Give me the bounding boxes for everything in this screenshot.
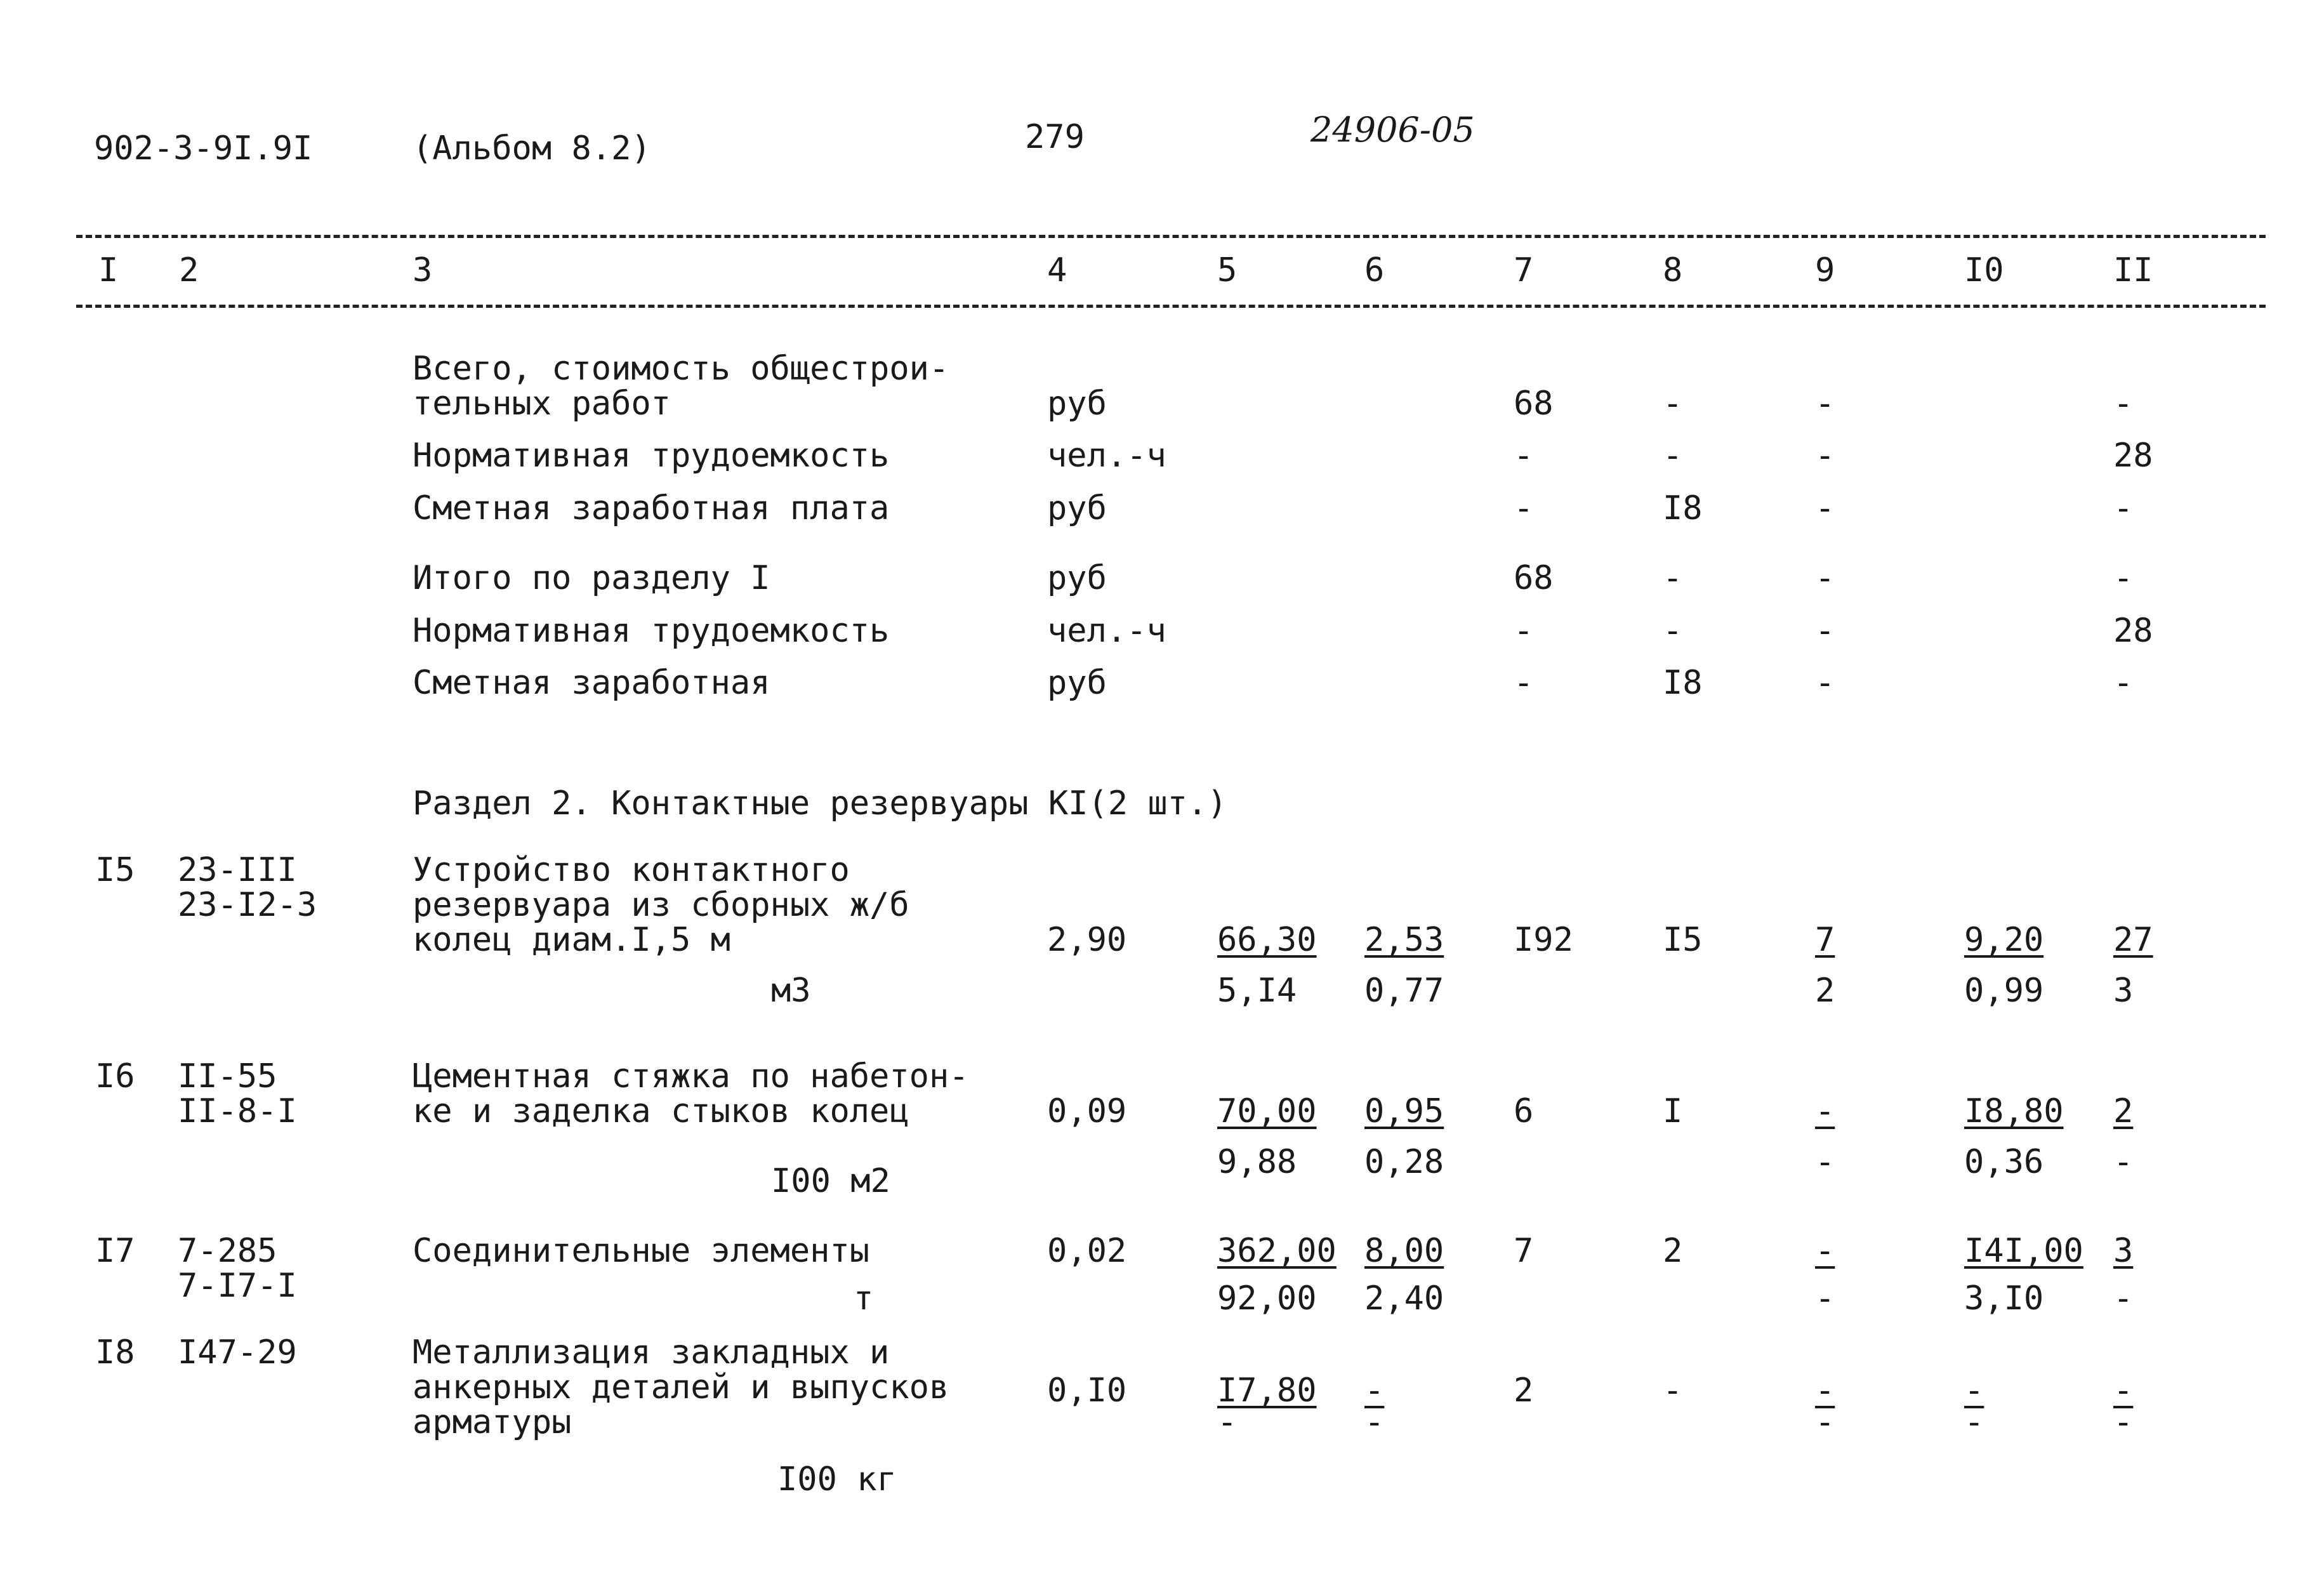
col-header-4: 4 [1047,251,1067,289]
work-description: Устройство контактного [413,851,850,889]
labor-norm-label: Нормативная трудоемкость [413,437,890,475]
labor-per-unit: I8,80 [1964,1092,2064,1130]
section-2-heading: Раздел 2. Контактные резервуары КI(2 шт.) [413,784,1227,823]
labor-total-machine: - [2113,1403,2134,1441]
row-number: I6 [95,1057,135,1095]
machine-total-wage: 2 [1815,972,1835,1010]
labor-total: 2 [2113,1092,2134,1130]
machine-total-wage: - [1815,1403,1835,1441]
total-cost-unit: руб [1047,385,1107,423]
section1-total-col8: - [1663,559,1683,597]
row-number: I7 [95,1232,135,1270]
total-wage: - [1663,1372,1683,1410]
section1-total-col7: 68 [1514,559,1554,597]
unit-wage: 9,88 [1217,1143,1297,1181]
section1-wage-col7: - [1514,664,1534,702]
labor-per-unit-machine: 3,I0 [1964,1280,2044,1318]
unit: I00 кг [777,1460,897,1498]
total-cost-col8: - [1663,385,1683,423]
section1-total-unit: руб [1047,559,1107,597]
handwritten-inventory-number: 24906-05 [1311,110,1475,150]
labor-norm-col9: - [1815,437,1835,475]
unit-wage: 92,00 [1217,1280,1317,1318]
machine-wage: 0,28 [1364,1143,1444,1181]
labor-total: 27 [2113,921,2153,959]
quantity: 2,90 [1047,921,1127,959]
work-description: Соединительные элементы [413,1232,870,1270]
labor-total-machine: - [2113,1280,2134,1318]
machine-total: 7 [1815,921,1835,959]
header-rule-bottom [76,305,2266,308]
document-code: 902-3-9I.9I [94,129,313,168]
machine-cost: 8,00 [1364,1232,1444,1270]
total-cost-label-line2: тельных работ [413,385,671,423]
section1-wage-col11: - [2113,664,2134,702]
col-header-3: 3 [413,251,433,289]
total-wage: I5 [1663,921,1703,959]
unit: I00 м2 [771,1162,890,1200]
machine-total: - [1815,1372,1835,1410]
unit-cost: 362,00 [1217,1232,1337,1270]
total-cost: 6 [1514,1092,1534,1130]
labor-total-machine: 3 [2113,972,2134,1010]
unit: т [854,1280,874,1318]
labor-norm-col8: - [1663,437,1683,475]
quantity: 0,02 [1047,1232,1127,1270]
machine-total: - [1815,1232,1835,1270]
section1-wage-unit: руб [1047,664,1107,702]
section1-labor-label: Нормативная трудоемкость [413,612,890,650]
total-cost-label-line1: Всего, стоимость общестрои- [413,350,949,388]
section1-labor-col8: - [1663,612,1683,650]
wage-col8: I8 [1663,489,1703,527]
work-description: ке и заделка стыков колец [413,1092,909,1130]
section1-wage-col9: - [1815,664,1835,702]
section1-labor-col9: - [1815,612,1835,650]
unit-cost: 70,00 [1217,1092,1317,1130]
labor-per-unit-machine: 0,99 [1964,972,2044,1010]
labor-per-unit-machine: - [1964,1403,1984,1441]
machine-total-wage: - [1815,1143,1835,1181]
total-cost: 7 [1514,1232,1534,1270]
norm-code: I47-29 [178,1333,297,1372]
machine-wage: 0,77 [1364,972,1444,1010]
album-label: (Альбом 8.2) [413,129,651,168]
norm-code: II-8-I [178,1092,297,1130]
labor-per-unit: 9,20 [1964,921,2044,959]
work-description: Цементная стяжка по набетон- [413,1057,969,1095]
section1-total-col11: - [2113,559,2134,597]
quantity: 0,I0 [1047,1372,1127,1410]
unit-wage: 5,I4 [1217,972,1297,1010]
labor-total: - [2113,1372,2134,1410]
norm-code: 23-I2-3 [178,886,317,924]
labor-total-machine: - [2113,1143,2134,1181]
norm-code: II-55 [178,1057,277,1095]
wage-col11: - [2113,489,2134,527]
col-header-5: 5 [1217,251,1238,289]
total-cost: I92 [1514,921,1573,959]
labor-per-unit: I4I,00 [1964,1232,2083,1270]
machine-wage: 2,40 [1364,1280,1444,1318]
work-description: колец диам.I,5 м [413,921,730,959]
col-header-7: 7 [1514,251,1534,289]
unit-wage: - [1217,1403,1238,1441]
work-description: анкерных деталей и выпусков [413,1368,949,1406]
section1-labor-unit: чел.-ч [1047,612,1166,650]
section1-labor-col11: 28 [2113,612,2153,650]
machine-cost: 2,53 [1364,921,1444,959]
total-wage: I [1663,1092,1683,1130]
section1-wage-label: Сметная заработная [413,664,770,702]
wage-col7: - [1514,489,1534,527]
wage-label: Сметная заработная плата [413,489,890,527]
col-header-6: 6 [1364,251,1385,289]
labor-norm-unit: чел.-ч [1047,437,1166,475]
col-header-10: I0 [1964,251,2004,289]
total-cost-col7: 68 [1514,385,1554,423]
unit-cost: I7,80 [1217,1372,1317,1410]
work-description: резервуара из сборных ж/б [413,886,909,924]
section1-total-label: Итого по разделу I [413,559,770,597]
col-header-11: II [2113,251,2153,289]
work-description: Металлизация закладных и [413,1333,890,1372]
quantity: 0,09 [1047,1092,1127,1130]
norm-code: 7-285 [178,1232,277,1270]
labor-per-unit-machine: 0,36 [1964,1143,2044,1181]
norm-code: 7-I7-I [178,1267,297,1305]
section1-wage-col8: I8 [1663,664,1703,702]
labor-total: 3 [2113,1232,2134,1270]
row-number: I8 [95,1333,135,1372]
wage-col9: - [1815,489,1835,527]
total-cost-col11: - [2113,385,2134,423]
labor-norm-col11: 28 [2113,437,2153,475]
col-header-2: 2 [179,251,199,289]
col-header-1: I [98,251,119,289]
norm-code: 23-III [178,851,297,889]
machine-wage: - [1364,1403,1385,1441]
col-header-8: 8 [1663,251,1683,289]
labor-norm-col7: - [1514,437,1534,475]
total-wage: 2 [1663,1232,1683,1270]
section1-total-col9: - [1815,559,1835,597]
unit-cost: 66,30 [1217,921,1317,959]
unit: м3 [771,972,811,1010]
col-header-9: 9 [1815,251,1835,289]
machine-total-wage: - [1815,1280,1835,1318]
machine-cost: - [1364,1372,1385,1410]
machine-total: - [1815,1092,1835,1130]
page-number: 279 [1025,118,1085,156]
row-number: I5 [95,851,135,889]
header-rule-top [76,235,2266,238]
labor-per-unit: - [1964,1372,1984,1410]
work-description: арматуры [413,1403,572,1441]
machine-cost: 0,95 [1364,1092,1444,1130]
section1-labor-col7: - [1514,612,1534,650]
total-cost-col9: - [1815,385,1835,423]
wage-unit: руб [1047,489,1107,527]
total-cost: 2 [1514,1372,1534,1410]
